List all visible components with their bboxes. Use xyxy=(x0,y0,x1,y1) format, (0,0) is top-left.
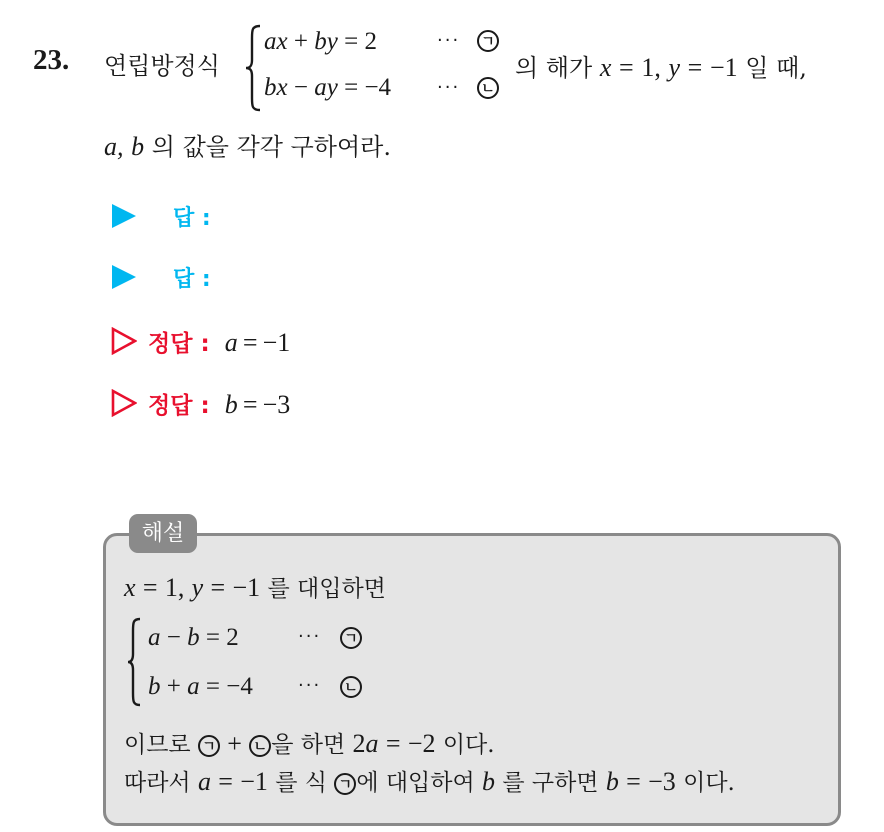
circled-nieun-icon: ㄴ xyxy=(340,676,362,698)
question-condition: 의 해가 x = 1, y = −1 일 때, xyxy=(515,53,807,82)
correct-arrow-icon xyxy=(111,327,137,355)
solution-line-5: 따라서 a = −1 를 식 ㄱ 에 대입하여 b 를 구하면 b = −3 이다. xyxy=(124,767,735,796)
sys2-dots: ··· xyxy=(298,675,322,696)
circled-giyeok-icon: ㄱ xyxy=(198,735,220,757)
solution-line-4: 이므로 ㄱ + ㄴ 을 하면 2a = −2 이다. xyxy=(124,729,495,758)
eq1-dots: ··· xyxy=(437,30,461,51)
question-number: 23. xyxy=(33,44,70,76)
correct-arrow-icon xyxy=(111,389,137,417)
answer-arrow-icon xyxy=(112,265,136,289)
system-brace-icon xyxy=(244,24,262,112)
circled-giyeok-icon: ㄱ xyxy=(477,30,499,52)
solution-system-2: b + a = −4 xyxy=(148,673,253,700)
correct-answer-1: 정답 : a = −1 xyxy=(148,328,291,357)
equation-2: bx − ay = −4 xyxy=(264,74,392,101)
question-line-2: a, b 의 값을 각각 구하여라. xyxy=(104,132,391,161)
solution-tag: 해설 xyxy=(129,514,197,553)
solution-system-1: a − b = 2 xyxy=(148,624,239,651)
sys1-dots: ··· xyxy=(298,626,322,647)
question-prefix: 연립방정식 xyxy=(104,52,220,80)
solution-brace-icon xyxy=(126,617,142,707)
eq2-dots: ··· xyxy=(437,77,461,98)
circled-nieun-icon: ㄴ xyxy=(477,77,499,99)
circled-giyeok-icon: ㄱ xyxy=(334,773,356,795)
equation-1: ax + by = 2 xyxy=(264,28,377,55)
circled-nieun-icon: ㄴ xyxy=(249,735,271,757)
answer-arrow-icon xyxy=(112,204,136,228)
solution-line-1: x = 1, y = −1 를 대입하면 xyxy=(124,573,386,602)
answer-label-1: 답 : xyxy=(173,206,211,231)
correct-answer-2: 정답 : b = −3 xyxy=(148,390,291,419)
answer-label-2: 답 : xyxy=(173,267,211,292)
circled-giyeok-icon: ㄱ xyxy=(340,627,362,649)
